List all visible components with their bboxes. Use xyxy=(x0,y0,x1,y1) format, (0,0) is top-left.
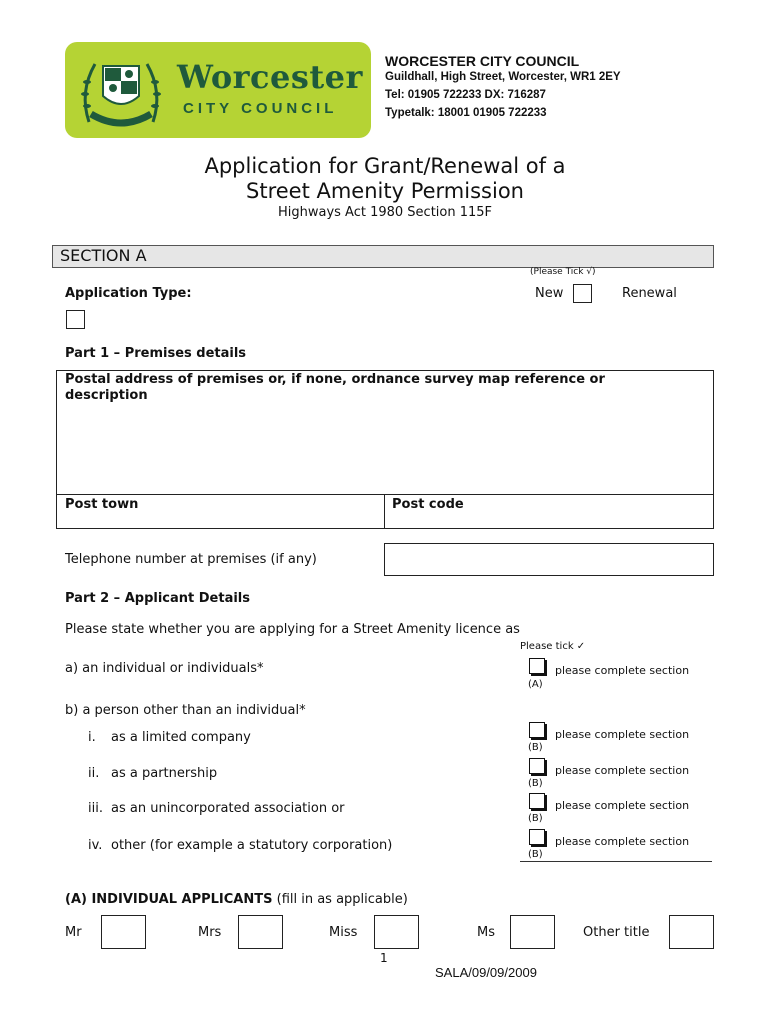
tick-note: (Please Tick √) xyxy=(530,267,596,277)
partnership-checkbox[interactable] xyxy=(529,758,545,774)
sub-option-3-complete-text: please complete section xyxy=(555,799,690,812)
title-mrs-box[interactable] xyxy=(238,915,283,949)
new-label: New xyxy=(535,286,564,301)
option-individual: a) an individual or individuals* xyxy=(65,661,264,676)
sub-option-2-num: ii. xyxy=(88,766,100,781)
council-address: Guildhall, High Street, Worcester, WR1 2EY xyxy=(385,71,621,83)
council-typetalk: Typetalk: 18001 01905 722233 xyxy=(385,107,547,119)
sub-option-4-text: other (for example a statutory corporation) xyxy=(111,838,393,853)
title-other-label: Other title xyxy=(583,925,650,940)
sub-option-4-section-ref: (B) xyxy=(528,849,543,860)
individual-applicants-heading xyxy=(65,892,408,907)
other-checkbox[interactable] xyxy=(529,829,545,845)
page-number: 1 xyxy=(380,951,388,965)
logo-wordmark: Worcester xyxy=(177,58,363,96)
sub-option-1-section-ref: (B) xyxy=(528,742,543,753)
sub-option-3-section-ref: (B) xyxy=(528,813,543,824)
council-phone: Tel: 01905 722233 DX: 716287 xyxy=(385,89,546,101)
form-title-line2: Street Amenity Permission xyxy=(246,179,524,203)
logo-subtitle: CITY COUNCIL xyxy=(183,100,338,117)
sub-option-3-text: as an unincorporated association or xyxy=(111,801,345,816)
title-miss-box[interactable] xyxy=(374,915,419,949)
sub-option-1-complete-text: please complete section xyxy=(555,728,690,741)
title-mrs-label: Mrs xyxy=(198,925,222,940)
sub-option-4-num: iv. xyxy=(88,838,103,853)
crest-icon xyxy=(75,52,167,130)
post-town-field[interactable] xyxy=(56,494,385,529)
telephone-label: Telephone number at premises (if any) xyxy=(65,552,317,567)
form-reference: SALA/09/09/2009 xyxy=(435,965,537,980)
part1-heading: Part 1 – Premises details xyxy=(65,346,247,361)
individual-heading-rest: (fill in as applicable) xyxy=(272,892,408,907)
title-other-box[interactable] xyxy=(669,915,714,949)
section-a-label: SECTION A xyxy=(60,246,147,265)
title-miss-label: Miss xyxy=(329,925,358,940)
section-a-header xyxy=(52,245,714,268)
limited-company-checkbox[interactable] xyxy=(529,722,545,738)
divider xyxy=(520,861,712,862)
sub-option-1-num: i. xyxy=(88,730,96,745)
sub-option-2-section-ref: (B) xyxy=(528,778,543,789)
renewal-checkbox[interactable] xyxy=(66,310,85,329)
sub-option-2-text: as a partnership xyxy=(111,766,218,781)
part2-heading: Part 2 – Applicant Details xyxy=(65,591,251,606)
sub-option-1-text: as a limited company xyxy=(111,730,251,745)
individual-checkbox[interactable] xyxy=(529,658,545,674)
postal-address-field[interactable] xyxy=(56,370,714,496)
new-checkbox[interactable] xyxy=(573,284,592,303)
form-title-line1: Application for Grant/Renewal of a xyxy=(204,154,566,178)
option-a-section-ref: (A) xyxy=(528,679,543,690)
post-town-label: Post town xyxy=(65,497,139,512)
individual-heading-bold: (A) INDIVIDUAL APPLICANTS xyxy=(65,892,273,907)
post-code-label: Post code xyxy=(392,497,464,512)
sub-option-4-complete-text: please complete section xyxy=(555,835,690,848)
title-ms-label: Ms xyxy=(477,925,495,940)
form-subtitle: Highways Act 1980 Section 115F xyxy=(277,205,493,220)
licence-question: Please state whether you are applying for a Street Amenity licence as xyxy=(65,622,520,637)
renewal-label: Renewal xyxy=(622,286,677,301)
please-tick-note: Please tick ✓ xyxy=(520,641,586,652)
option-a-complete-text: please complete section xyxy=(555,664,690,677)
sub-option-3-num: iii. xyxy=(88,801,103,816)
telephone-input[interactable] xyxy=(384,543,714,576)
postal-address-label: Postal address of premises or, if none, ordnance survey map reference or description xyxy=(65,372,605,403)
sub-option-2-complete-text: please complete section xyxy=(555,764,690,777)
application-type-label: Application Type: xyxy=(65,286,192,301)
council-logo xyxy=(65,42,371,138)
title-ms-box[interactable] xyxy=(510,915,555,949)
title-mr-label: Mr xyxy=(65,925,82,940)
council-name: WORCESTER CITY COUNCIL xyxy=(385,53,580,69)
unincorporated-association-checkbox[interactable] xyxy=(529,793,545,809)
option-non-individual: b) a person other than an individual* xyxy=(65,703,306,718)
post-code-field[interactable] xyxy=(384,494,714,529)
title-mr-box[interactable] xyxy=(101,915,146,949)
